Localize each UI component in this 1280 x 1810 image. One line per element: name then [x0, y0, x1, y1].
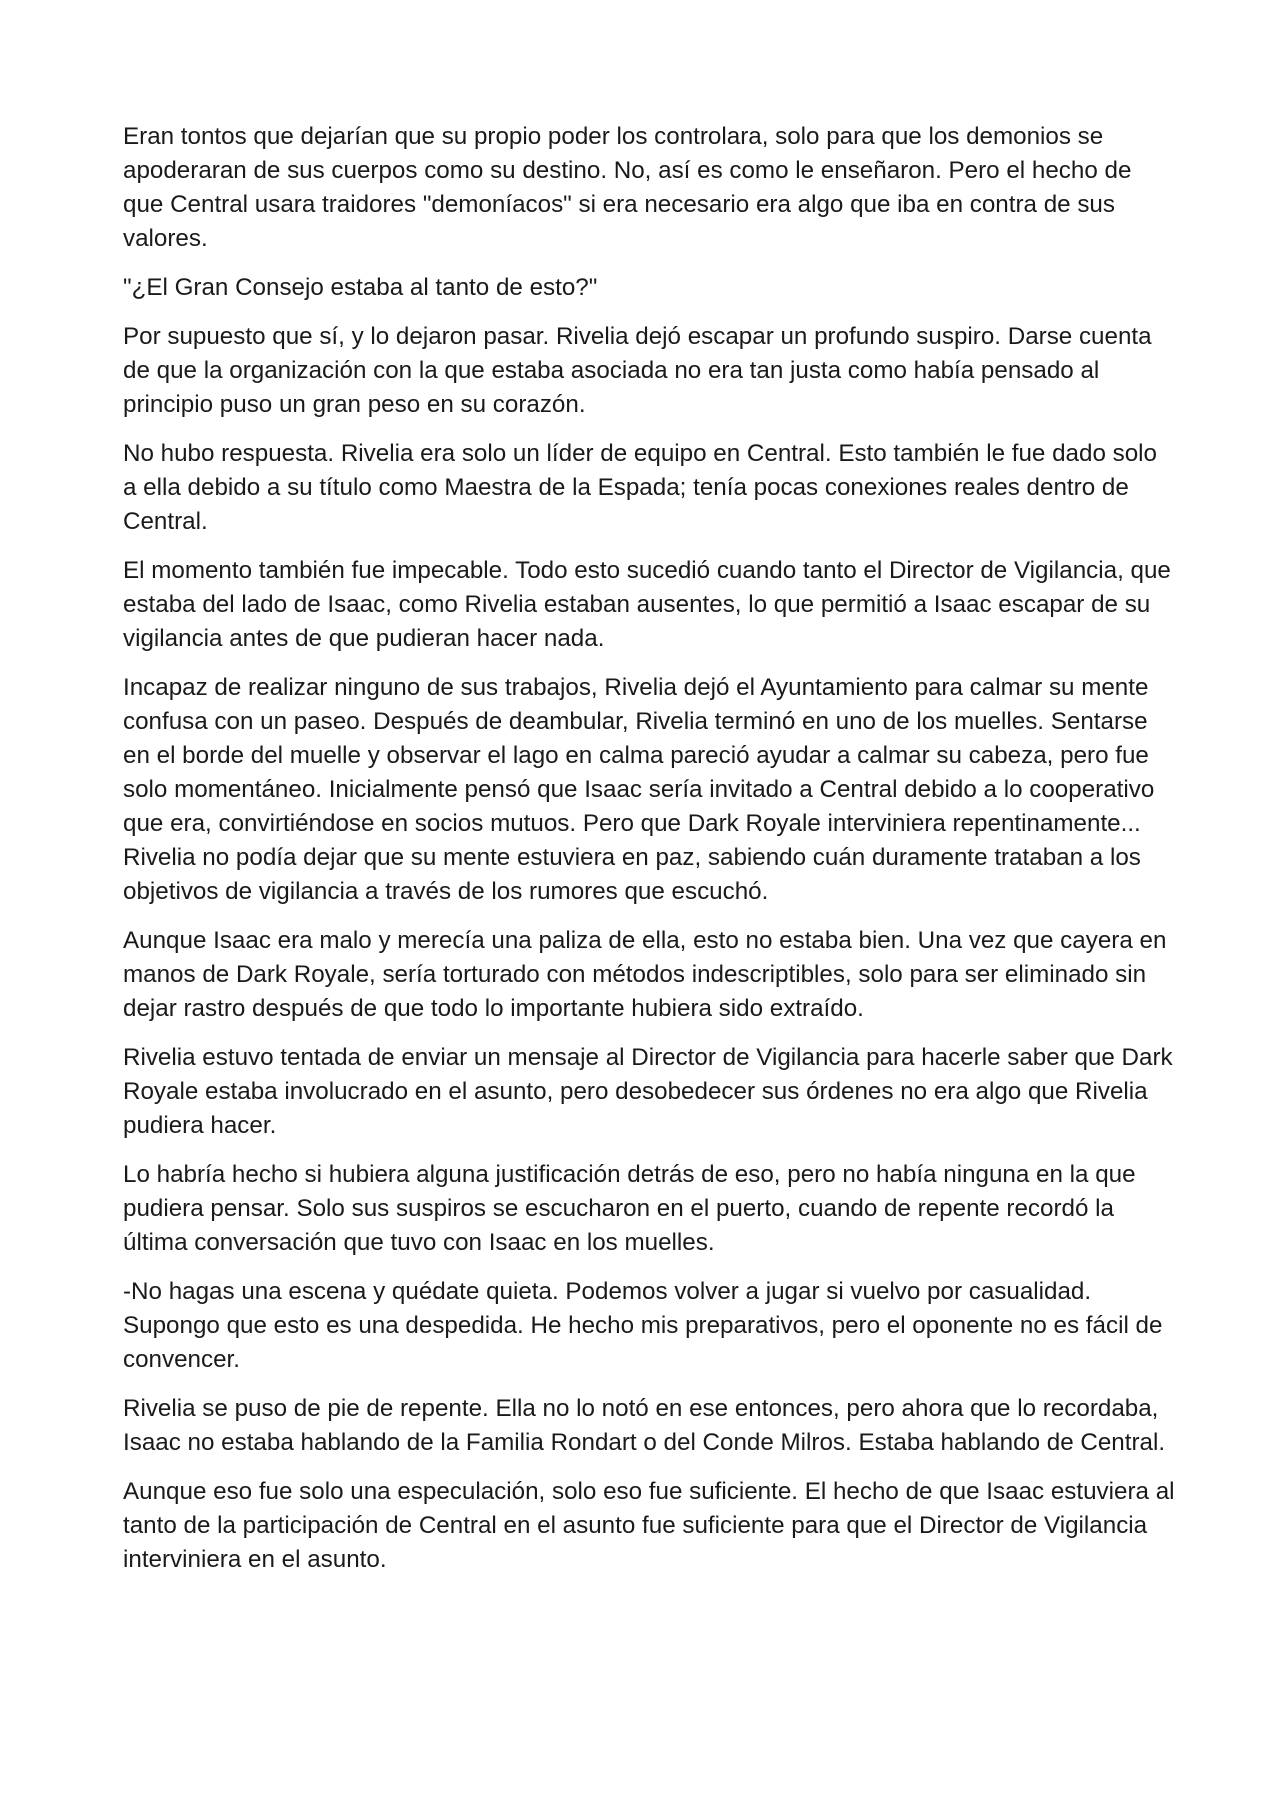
- paragraph: Aunque Isaac era malo y merecía una paliza de ella, esto no estaba bien. Una vez que cayera en manos de Dark Royale, sería torturado con métodos indescriptibles, solo para ser eliminado sin dejar rastro después de que todo lo importante hubiera sido extraído.: [123, 927, 1167, 1022]
- paragraph: El momento también fue impecable. Todo esto sucedió cuando tanto el Director de Vigilancia, que estaba del lado de Isaac, como Rivelia estaban ausentes, lo que permitió a Isaac escapar de su vigilancia antes de que pudieran hacer nada.: [123, 557, 1171, 652]
- paragraph: "¿El Gran Consejo estaba al tanto de esto?": [123, 274, 598, 301]
- document-body: [123, 120, 1175, 1592]
- paragraph: No hubo respuesta. Rivelia era solo un líder de equipo en Central. Esto también le fue dado solo a ella debido a su título como Maestra de la Espada; tenía pocas conexiones reales dentro de Central.: [123, 440, 1157, 535]
- paragraph: Rivelia estuvo tentada de enviar un mensaje al Director de Vigilancia para hacerle saber que Dark Royale estaba involucrado en el asunto, pero desobedecer sus órdenes no era algo que Rivelia pudiera hacer.: [123, 1044, 1173, 1139]
- paragraph: Aunque eso fue solo una especulación, solo eso fue suficiente. El hecho de que Isaac estuviera al tanto de la participación de Central en el asunto fue suficiente para que el Director de Vigilancia interviniera en el asunto.: [123, 1478, 1175, 1573]
- paragraph: Incapaz de realizar ninguno de sus trabajos, Rivelia dejó el Ayuntamiento para calmar su mente confusa con un paseo. Después de deambular, Rivelia terminó en uno de los muelles. Sentarse en el borde del muelle y observar el lago en calma pareció ayudar a calmar su cabeza, pero fue solo momentáneo. Inicialmente pensó que Isaac sería invitado a Central debido a lo cooperativo que era, convirtiéndose en socios mutuos. Pero que Dark Royale interviniera repentinamente... Rivelia no podía dejar que su mente estuviera en paz, sabiendo cuán duramente trataban a los objetivos de vigilancia a través de los rumores que escuchó.: [123, 674, 1155, 905]
- paragraph: -No hagas una escena y quédate quieta. Podemos volver a jugar si vuelvo por casualidad. Supongo que esto es una despedida. He hecho mis preparativos, pero el oponente no es fácil de convencer.: [123, 1278, 1163, 1373]
- paragraph: Rivelia se puso de pie de repente. Ella no lo notó en ese entonces, pero ahora que lo recordaba, Isaac no estaba hablando de la Familia Rondart o del Conde Milros. Estaba hablando de Central.: [123, 1395, 1166, 1456]
- paragraph: Eran tontos que dejarían que su propio poder los controlara, solo para que los demonios se apoderaran de sus cuerpos como su destino. No, así es como le enseñaron. Pero el hecho de que Central usara traidores "demoníacos" si era necesario era algo que iba en contra de sus valores.: [123, 123, 1132, 252]
- paragraph: Lo habría hecho si hubiera alguna justificación detrás de eso, pero no había ninguna en la que pudiera pensar. Solo sus suspiros se escucharon en el puerto, cuando de repente recordó la última conversación que tuvo con Isaac en los muelles.: [123, 1161, 1136, 1256]
- paragraph: Por supuesto que sí, y lo dejaron pasar. Rivelia dejó escapar un profundo suspiro. Darse cuenta de que la organización con la que estaba asociada no era tan justa como había pensado al principio puso un gran peso en su corazón.: [123, 323, 1152, 418]
